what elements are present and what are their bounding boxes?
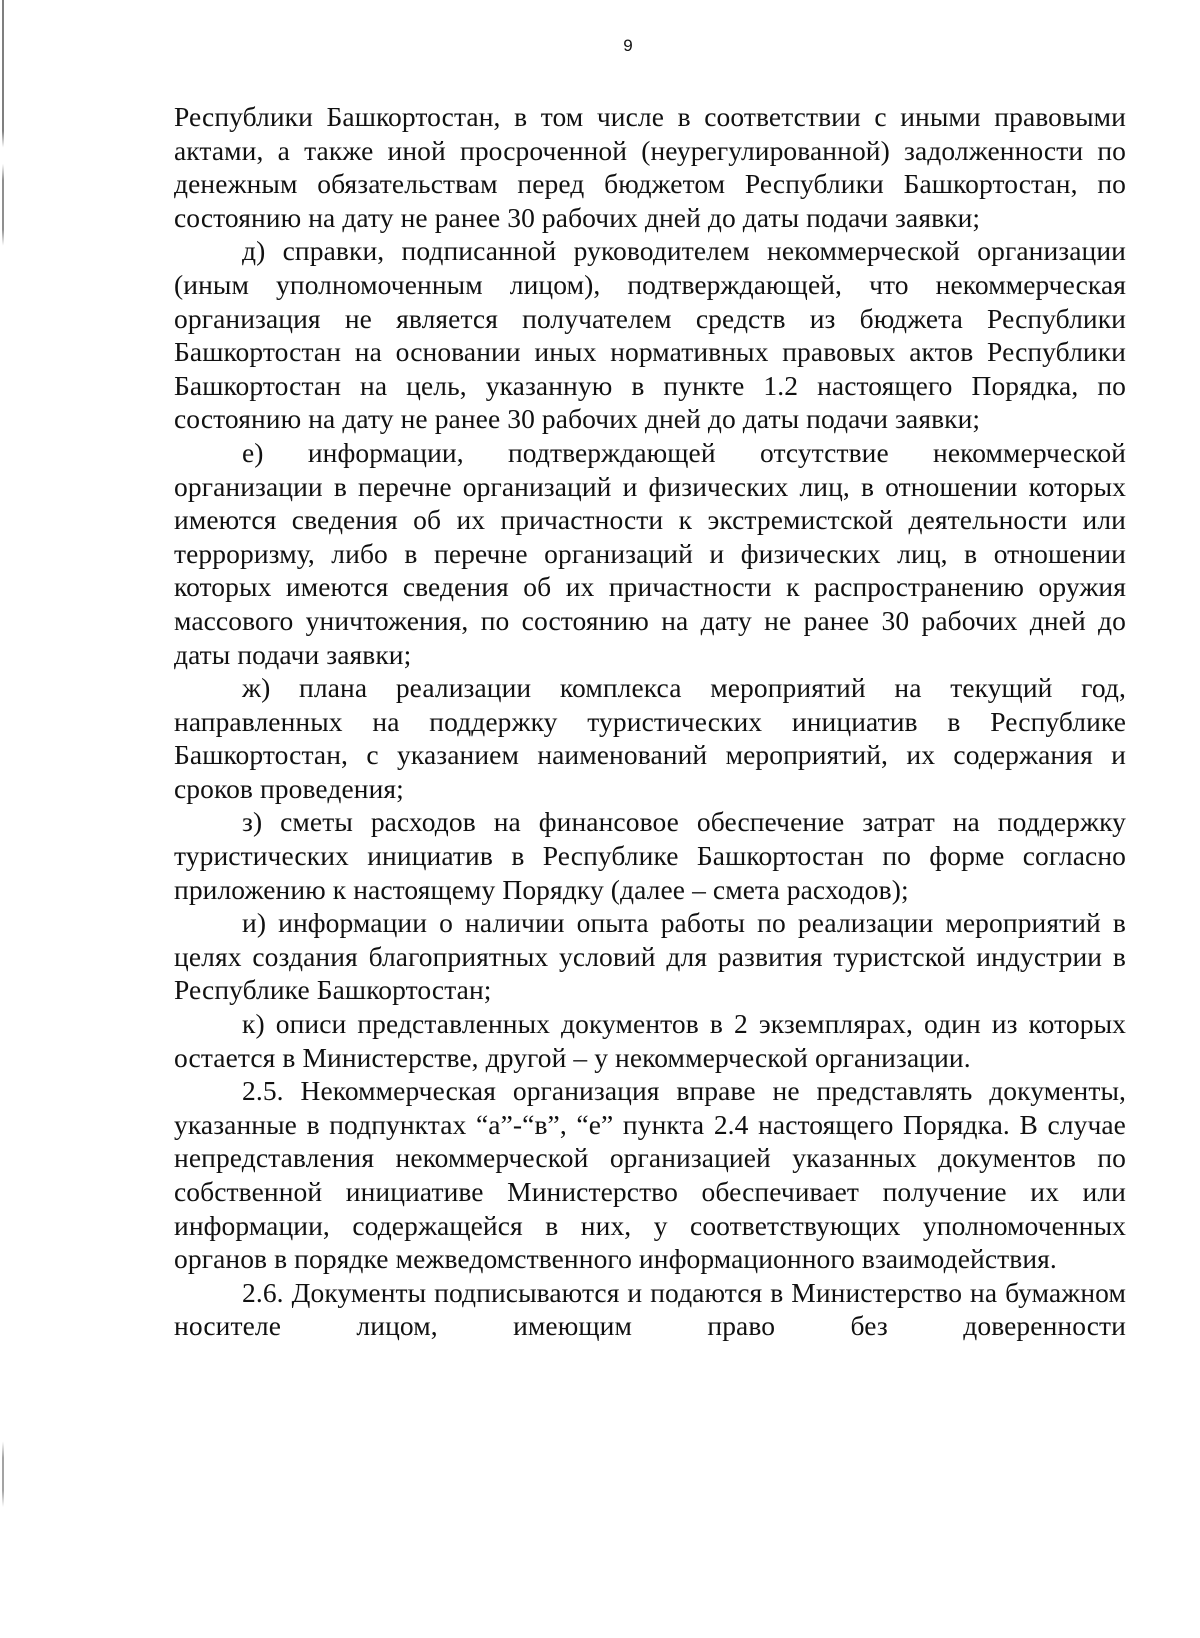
document-body bbox=[174, 100, 1126, 1343]
paragraph-item-z: з) сметы расходов на финансовое обеспечение затрат на поддержку туристических инициатив в Республике Башкортостан по форме согласно приложению к настоящему Порядку (далее – смета расходов); bbox=[174, 806, 1126, 905]
paragraph-continuation: Республики Башкортостан, в том числе в соответствии с иными правовыми актами, а также иной просроченной (неурегулированной) задолженности по денежным обязательствам перед бюджетом Республики Башкортостан, по состоянию на дату не ранее 30 рабочих дней до даты подачи заявки; bbox=[174, 101, 1126, 233]
paragraph-item-k: к) описи представленных документов в 2 экземплярах, один из которых остается в Министерстве, другой – у некоммерческой организации. bbox=[174, 1008, 1126, 1073]
paragraph-2-6: 2.6. Документы подписываются и подаются в Министерство на бумажном носителе лицом, имеющим право без доверенности bbox=[174, 1276, 1126, 1342]
scan-edge bbox=[2, 0, 4, 1638]
paragraph-item-d: д) справки, подписанной руководителем некоммерческой организации (иным уполномоченным лицом), подтверждающей, что некоммерческая организация не является получателем средств из бюджета Республики Башкортостан на основании иных нормативных правовых актов Республики Башкортостан на цель, указанную в пункте 1.2 настоящего Порядка, по состоянию на дату не ранее 30 рабочих дней до даты подачи заявки; bbox=[174, 235, 1126, 435]
page-number: 9 bbox=[623, 36, 633, 55]
paragraph-item-zh: ж) плана реализации комплекса мероприятий на текущий год, направленных на поддержку туристических инициатив в Республике Башкортостан, с указанием наименований мероприятий, их содержания и сроков проведения; bbox=[174, 672, 1126, 804]
paragraph-item-i: и) информации о наличии опыта работы по реализации мероприятий в целях создания благоприятных условий для развития туристской индустрии в Республике Башкортостан; bbox=[174, 907, 1126, 1006]
paragraph-item-e: е) информации, подтверждающей отсутствие некоммерческой организации в перечне организаций и физических лиц, в отношении которых имеются сведения об их причастности к экстремистской деятельности или терроризму, либо в перечне организаций и физических лиц, в отношении которых имеются сведения об их причастности к распространению оружия массового уничтожения, по состоянию на дату не ранее 30 рабочих дней до даты подачи заявки; bbox=[174, 436, 1126, 670]
paragraph-2-5: 2.5. Некоммерческая организация вправе не представлять документы, указанные в подпунктах “а”-“в”, “е” пункта 2.4 настоящего Порядка. В случае непредставления некоммерческой организацией указанных документов по собственной инициативе Министерство обеспечивает получение их или информации, содержащейся в них, у соответствующих уполномоченных органов в порядке межведомственного информационного взаимодействия. bbox=[174, 1075, 1126, 1275]
